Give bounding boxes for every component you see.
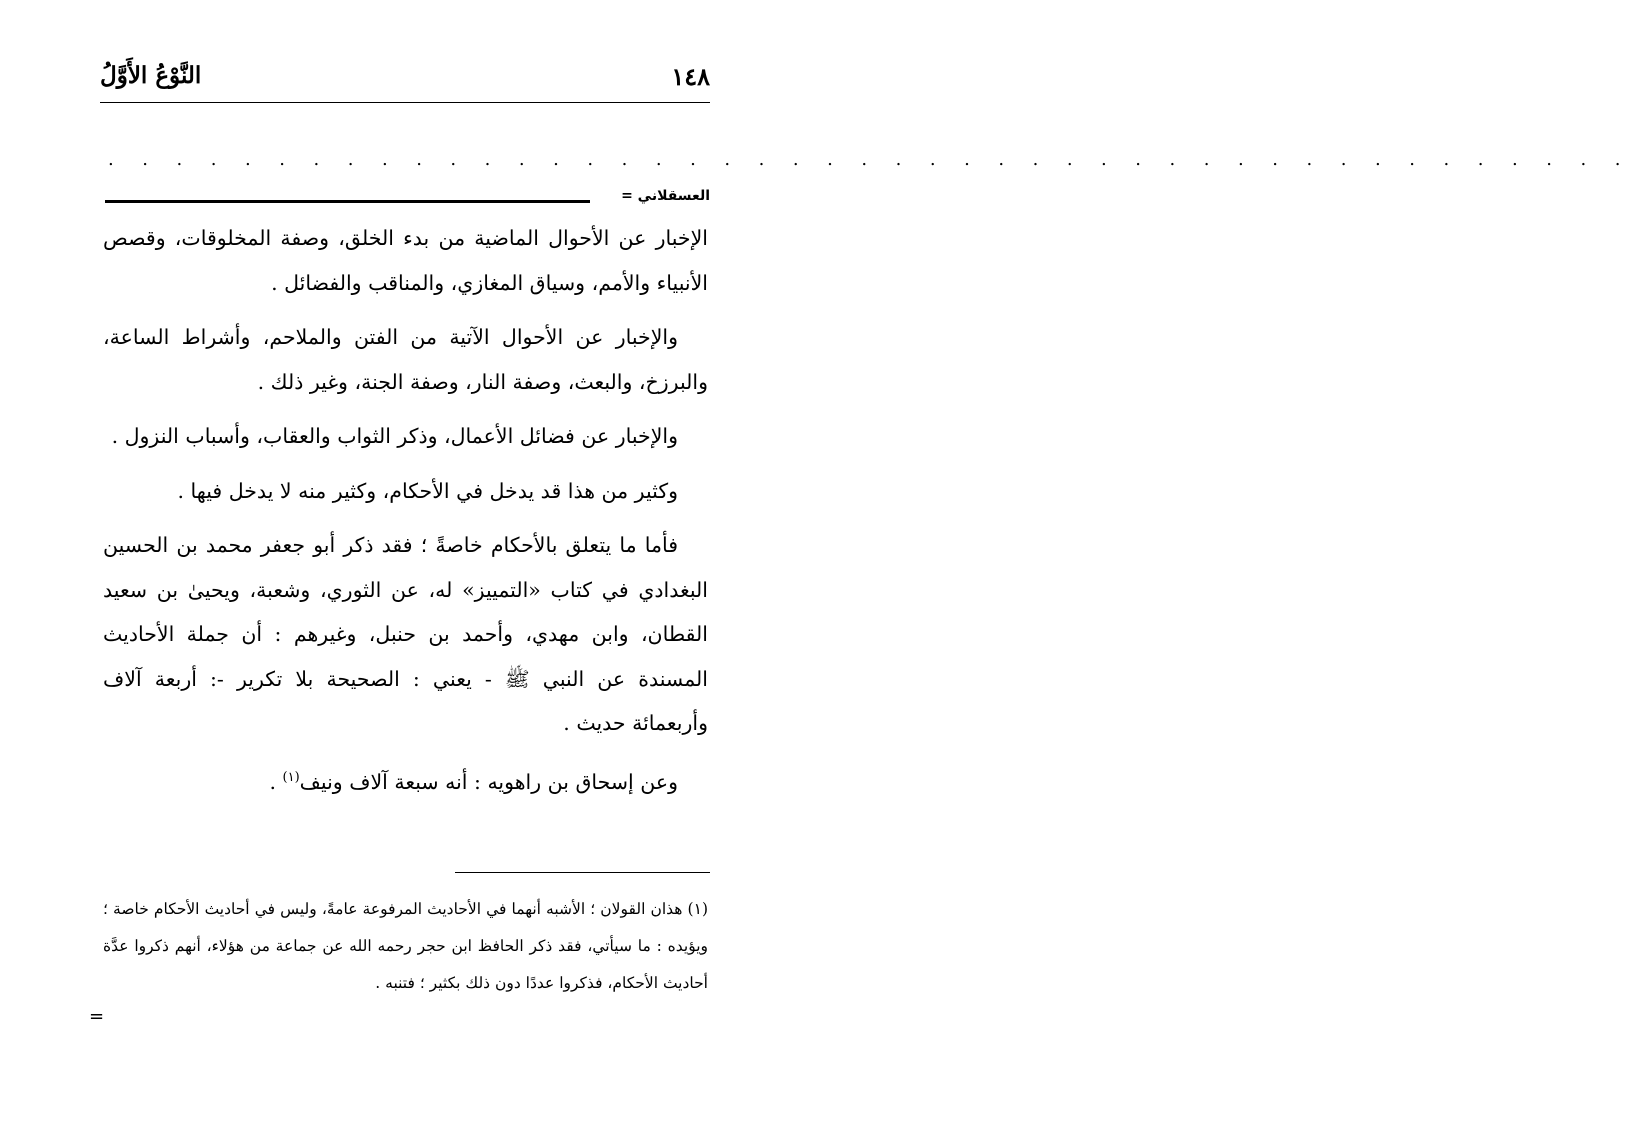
paragraph: وكثير من هذا قد يدخل في الأحكام، وكثير منه لا يدخل فيها . — [177, 478, 678, 503]
running-title: النَّوْعُ الأَوَّلُ — [100, 62, 202, 89]
paragraph: فأما ما يتعلق بالأحكام خاصةً ؛ فقد ذكر أبو جعفر محمد بن الحسين البغدادي في كتاب «التمييز» له، عن الثوري، وشعبة، ويحيىٰ بن سعيد القطان، وابن مهدي، وأحمد بن حنبل، وغيرهم : أن جملة الأحاديث المسندة عن النبي ﷺ - يعني : الصحيحة بلا تكرير -: أربعة آلاف وأربعمائة حديث . — [103, 533, 708, 735]
author-marker: العسقلاني = — [621, 188, 710, 204]
page-number: ١٤٨ — [671, 62, 710, 91]
separator-dots: . . . . . . . . . . . . . . . . . . . . . . . . . . . . . . . . . . . . . . . . . . . . . — [108, 149, 1632, 170]
footnote-rule — [455, 872, 710, 873]
paragraph: الإخبار عن الأحوال الماضية من بدء الخلق، وصفة المخلوقات، وقصص الأنبياء والأمم، وسياق المغازي، والمناقب والفضائل . — [103, 226, 708, 295]
footnote-ref: (١) — [282, 769, 300, 785]
paragraph-text: وعن إسحاق بن راهويه : أنه سبعة آلاف ونيف — [299, 769, 678, 794]
paragraph-end: . — [269, 769, 283, 794]
page-header — [100, 58, 710, 98]
paragraph — [103, 756, 708, 804]
footnotes — [103, 891, 708, 1002]
author-marker-row — [105, 188, 710, 212]
continuation-mark: = — [89, 1006, 105, 1027]
main-text — [103, 216, 708, 804]
paragraph: والإخبار عن الأحوال الآتية من الفتن والملاحم، وأشراط الساعة، والبرزخ، والبعث، وصفة النار، وصفة الجنة، وغير ذلك . — [103, 325, 708, 394]
paragraph: والإخبار عن فضائل الأعمال، وذكر الثواب والعقاب، وأسباب النزول . — [111, 424, 678, 448]
header-rule — [100, 102, 710, 103]
author-marker-rule — [105, 200, 590, 203]
footnote: (١) هذان القولان ؛ الأشبه أنهما في الأحاديث المرفوعة عامةً، وليس في أحاديث الأحكام خاصة ؛ ويؤيده : ما سيأتي، فقد ذكر الحافظ ابن حجر رحمه الله عن جماعة من هؤلاء، أنهم ذكروا عدَّة أحاديث الأحكام، فذكروا عددًا دون ذلك بكثير ؛ فتنبه . — [103, 900, 708, 992]
